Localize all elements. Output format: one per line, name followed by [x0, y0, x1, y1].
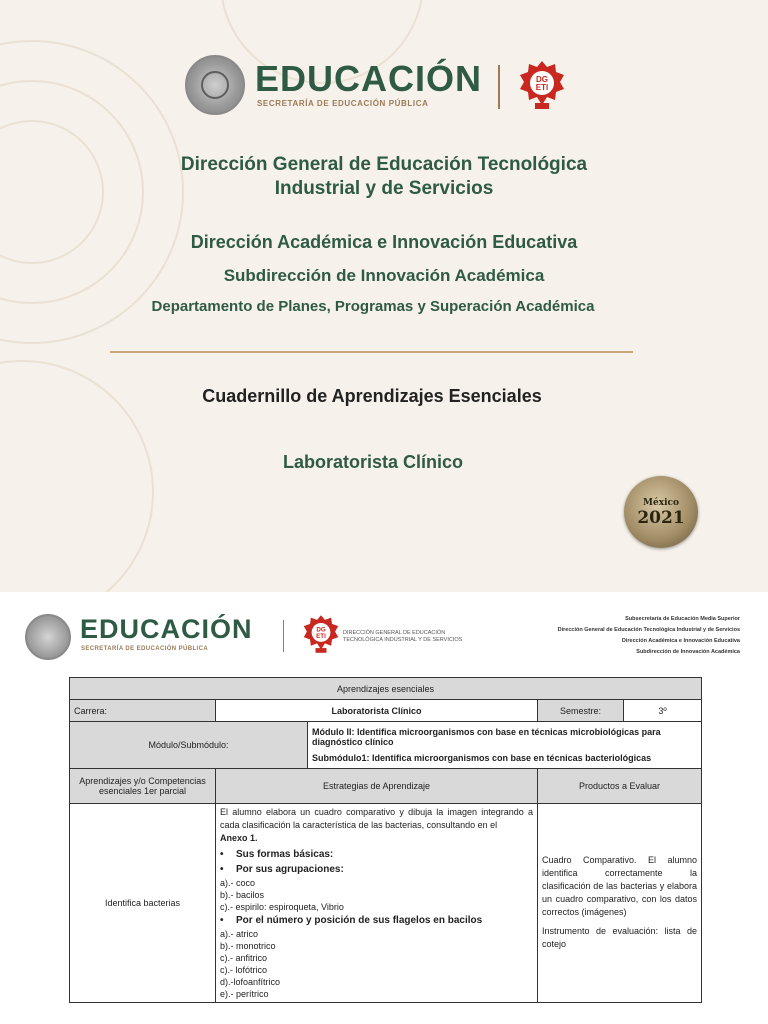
semestre-value: 3º: [624, 700, 702, 722]
dgeti-gear-icon: [519, 59, 565, 111]
logo-divider: [498, 65, 500, 109]
svg-text:DG: DG: [536, 75, 548, 84]
dgeti-gear-icon: [303, 612, 339, 656]
institution-line: Dirección General de Educación Tecnológica Industrial y de Servicios: [557, 627, 740, 633]
modulo-text: Identifica microorganismos con base en técnicas microbiológicas para diagnóstico clínico: [312, 727, 661, 747]
heading-subdireccion: Subdirección de Innovación Académica: [223, 266, 545, 285]
product-description: Cuadro Comparativo. El alumno identifica correctamente la clasificación de las bacterias y elabora un cuadro comparativo, con los datos correctos (imágenes): [542, 854, 698, 917]
list-item: b).- bacilos: [220, 890, 265, 900]
submodulo-text: Identifica microorganismos con base en técnicas bacteriológicas: [372, 753, 652, 763]
column-header-productos: Productos a Evaluar: [538, 769, 702, 804]
svg-text:ETI: ETI: [535, 83, 549, 92]
heading-direccion-academica: Dirección Académica e Innovación Educativa: [190, 232, 578, 252]
list-item: a).- coco: [220, 878, 256, 888]
products-cell: [538, 804, 702, 1003]
list-item: d).-lofoanfítrico: [220, 977, 281, 987]
aprendizajes-table: [69, 677, 702, 1003]
sep-logo: [185, 55, 575, 117]
logo-subtitle: SECRETARÍA DE EDUCACIÓN PÚBLICA: [257, 99, 429, 108]
list-item: c).- espirilo: espiroqueta, Vibrio: [220, 902, 344, 912]
semestre-label: Semestre:: [538, 700, 624, 722]
institution-header: [558, 614, 740, 658]
heading-dgeti-line2: Industrial y de Servicios: [274, 178, 494, 199]
medal-year: 2021: [637, 508, 685, 528]
logo-title: EDUCACIÓN: [255, 58, 483, 99]
column-header-competencias: Aprendizajes y/o Competencias esenciales 1er parcial: [70, 769, 216, 804]
carrera-value: Laboratorista Clínico: [216, 700, 538, 722]
bullet-formas-basicas: • Sus formas básicas:: [220, 847, 533, 862]
national-seal-icon: [25, 614, 71, 660]
list-item: c).- lofótrico: [220, 965, 268, 975]
page2-logo-subtitle: SECRETARÍA DE EDUCACIÓN PÚBLICA: [81, 646, 209, 652]
bullet-agrupaciones: • Por sus agrupaciones:: [220, 862, 533, 877]
svg-text:ETI: ETI: [316, 632, 326, 640]
career-title: Laboratorista Clínico: [282, 452, 464, 472]
list-item: e).- perítrico: [220, 989, 269, 999]
medal-label: México: [643, 498, 679, 508]
content-page: [0, 598, 768, 1024]
strategy-intro: [220, 806, 533, 845]
institution-line: Subsecretaría de Educación Media Superior: [625, 616, 740, 622]
table-title: Aprendizajes esenciales: [70, 678, 702, 700]
submodulo-prefix: Submódulo1:: [312, 753, 370, 763]
document-title: Cuadernillo de Aprendizajes Esenciales: [202, 386, 542, 406]
heading-departamento: Departamento de Planes, Programas y Superación Académica: [151, 298, 595, 315]
mexico-2021-medal: [624, 476, 698, 548]
page2-logo-divider: [283, 620, 284, 652]
bullet-flagelos: • Por el número y posición de sus flagelos en bacilos: [220, 913, 533, 928]
list-item: a).- atrico: [220, 929, 259, 939]
submodulo-line: [312, 750, 697, 766]
dgeti-caption-line1: DIRECCIÓN GENERAL DE EDUCACIÓN: [343, 630, 446, 636]
modulo-label: Módulo/Submódulo:: [70, 722, 308, 769]
heading-dgeti-line1: Dirección General de Educación Tecnológica: [180, 154, 588, 175]
list-item: c).- anfitrico: [220, 953, 268, 963]
list-item: b).- monotrico: [220, 941, 276, 951]
evaluation-instrument: Instrumento de evaluación: lista de cotejo: [542, 925, 698, 949]
dgeti-caption-line2: TECNOLÓGICA INDUSTRIAL Y DE SERVICIOS: [343, 637, 463, 643]
dgeti-caption: [343, 630, 462, 644]
national-seal-icon: [185, 55, 245, 115]
strategy-intro-text: El alumno elabora un cuadro comparativo y dibuja la imagen integrando a cada clasificación la característica de las bacterias, consultando en el: [220, 807, 533, 830]
modulo-line: [312, 724, 697, 750]
carrera-label: Carrera:: [70, 700, 216, 722]
institution-line: Subdirección de Innovación Académica: [636, 649, 740, 655]
svg-text:DG: DG: [316, 626, 326, 634]
row-label-identifica-bacterias: Identifica bacterias: [70, 804, 216, 1003]
modulo-prefix: Módulo II:: [312, 727, 355, 737]
page2-logo-title: EDUCACIÓN: [80, 614, 253, 644]
column-header-estrategias: Estrategias de Aprendizaje: [216, 769, 538, 804]
institution-line: Dirección Académica e Innovación Educativa: [621, 638, 740, 644]
modulo-cell: [308, 722, 702, 769]
divider-rule: [110, 351, 633, 353]
strategy-cell: [216, 804, 538, 1003]
strategy-anexo: Anexo 1.: [220, 833, 258, 843]
